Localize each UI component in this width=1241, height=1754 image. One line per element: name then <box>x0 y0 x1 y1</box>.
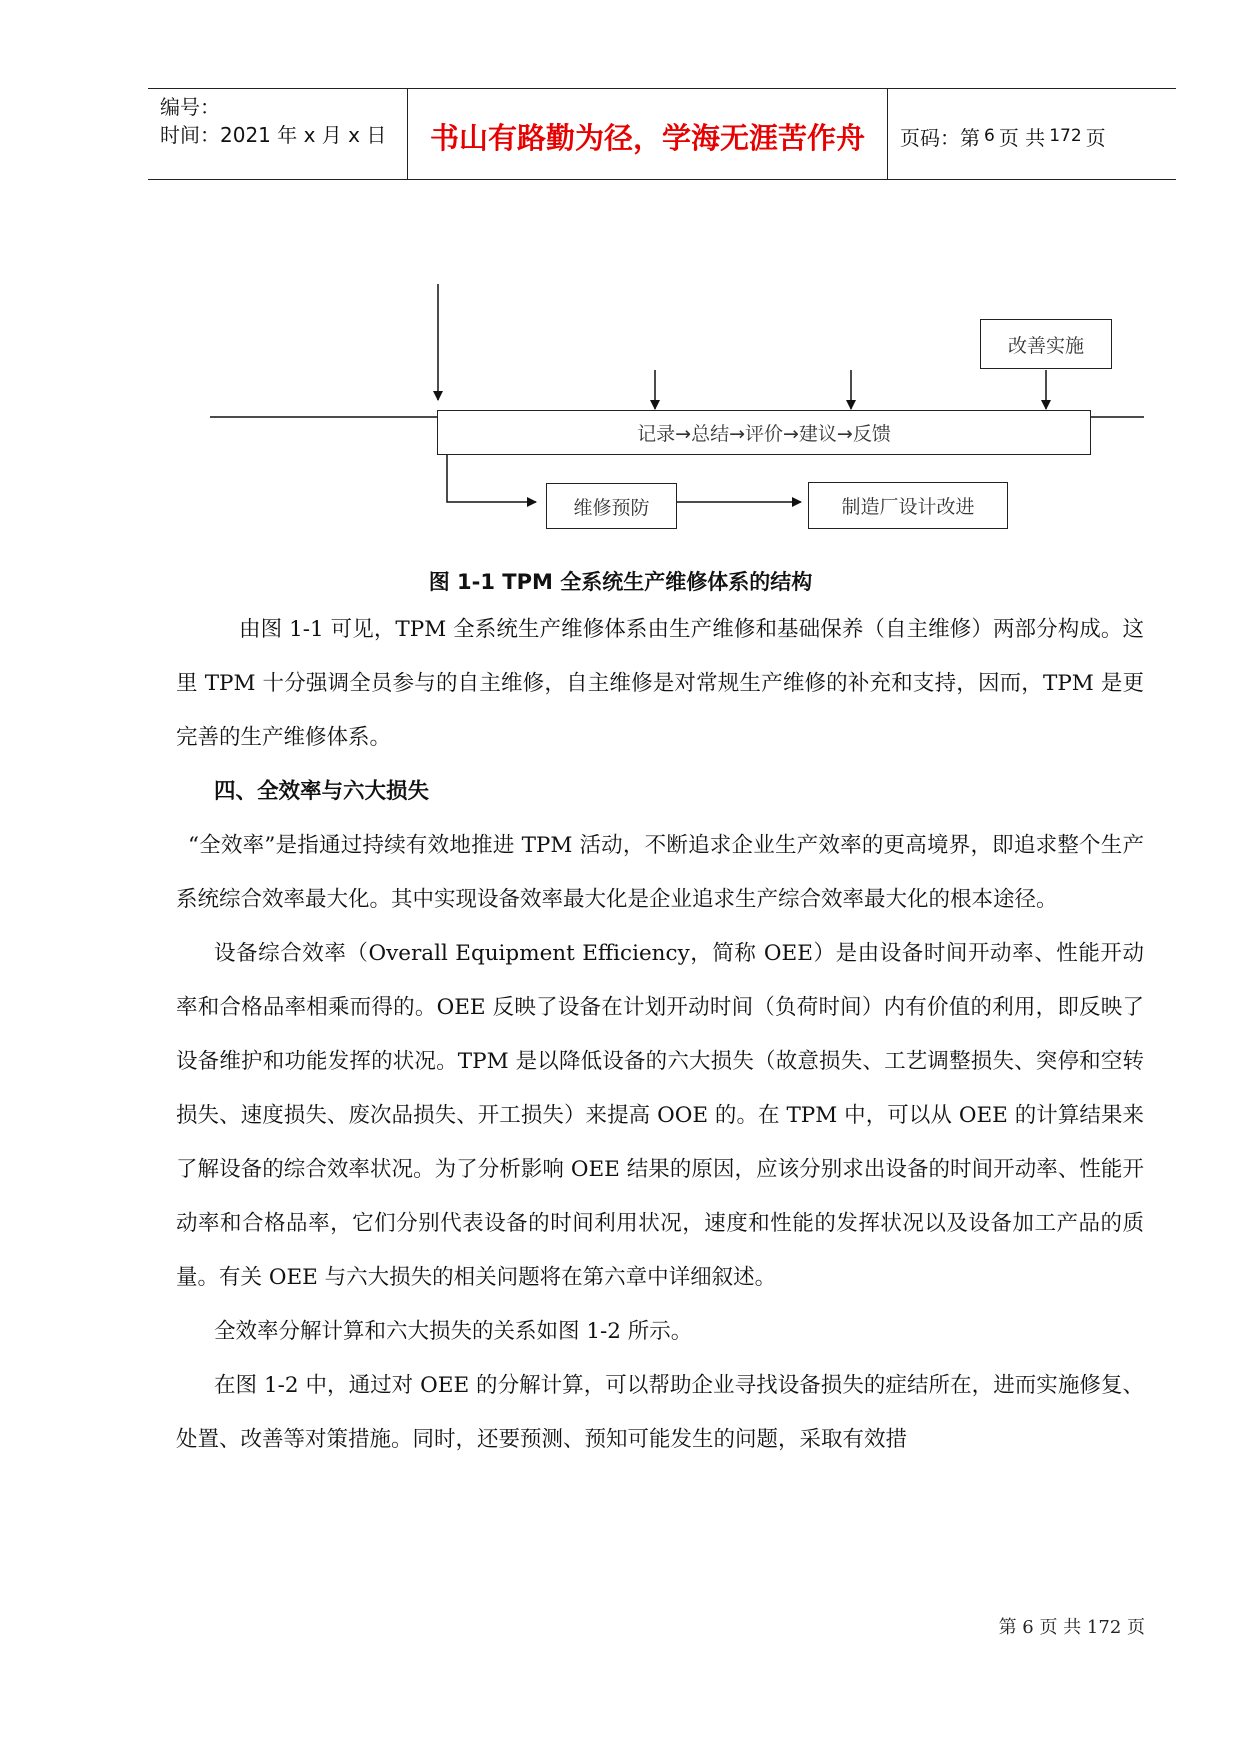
header-meta <box>160 89 406 179</box>
arrow-elbow <box>447 454 536 502</box>
body-content <box>176 603 1144 1467</box>
page-total: 172 <box>1049 126 1082 146</box>
box-record: 记录→总结→评价→建议→反馈 <box>437 410 1091 455</box>
box-improve: 改善实施 <box>980 319 1112 369</box>
paragraph-5: 在图 1-2 中，通过对 OEE 的分解计算，可以帮助企业寻找设备损失的症结所在，进而实施修复、处置、改善等对策措施。同时，还要预测、预知可能发生的问题，采取有效措 <box>176 1373 1144 1452</box>
box-maintenance: 维修预防 <box>546 483 677 529</box>
paragraph-3: 设备综合效率（Overall Equipment Efficiency，简称 OEE）是由设备时间开动率、性能开动率和合格品率相乘而得的。OEE 反映了设备在计划开动时间（负荷时间）内有价值的利用，即反映了设备维护和功能发挥的状况。TPM 是以降低设备的六大损失（故意损失、工艺调整损失、突停和空转损失、速度损失、废次品损失、开工损失）来提高 OOE 的。在 TPM 中，可以从 OEE 的计算结果来了解设备的综合效率状况。为了分析影响 OEE 结果的原因，应该分别求出设备的时间开动率、性能开动率和合格品率，它们分别代表设备的时间利用状况，速度和性能的发挥状况以及设备加工产品的质量。有关 OEE 与六大损失的相关问题将在第六章中详细叙述。 <box>176 941 1144 1290</box>
paragraph-2: “全效率”是指通过持续有效地推进 TPM 活动，不断追求企业生产效率的更高境界，即追求整个生产系统综合效率最大化。其中实现设备效率最大化是企业追求生产综合效率最大化的根本途径。 <box>176 833 1144 912</box>
page-mid: 页 共 <box>998 125 1046 150</box>
tpm-structure-diagram <box>0 270 1241 540</box>
figure-caption: 图 1-1 TPM 全系统生产维修体系的结构 <box>428 570 813 594</box>
box-factory: 制造厂设计改进 <box>808 482 1008 529</box>
paragraph-1: 由图 1-1 可见，TPM 全系统生产维修体系由生产维修和基础保养（自主维修）两部分构成。这里 TPM 十分强调全员参与的自主维修，自主维修是对常规生产维修的补充和支持，因而，TPM 是更完善的生产维修体系。 <box>176 617 1144 750</box>
page-footer: 第 6 页 共 172 页 <box>998 1617 1145 1638</box>
header-motto: 书山有路勤为径，学海无涯苦作舟 <box>407 89 888 179</box>
page-suffix: 页 <box>1085 125 1106 150</box>
document-number-label: 编号： <box>160 95 220 119</box>
page-prefix: 页码：第 <box>900 125 980 150</box>
document-time: 时间：2021 年 x 月 x 日 <box>160 123 387 147</box>
paragraph-4: 全效率分解计算和六大损失的关系如图 1-2 所示。 <box>214 1319 693 1344</box>
section-title-4: 四、全效率与六大损失 <box>214 779 430 804</box>
page-header <box>148 88 1176 180</box>
page-current: 6 <box>984 126 995 146</box>
header-page-info <box>900 89 1170 179</box>
